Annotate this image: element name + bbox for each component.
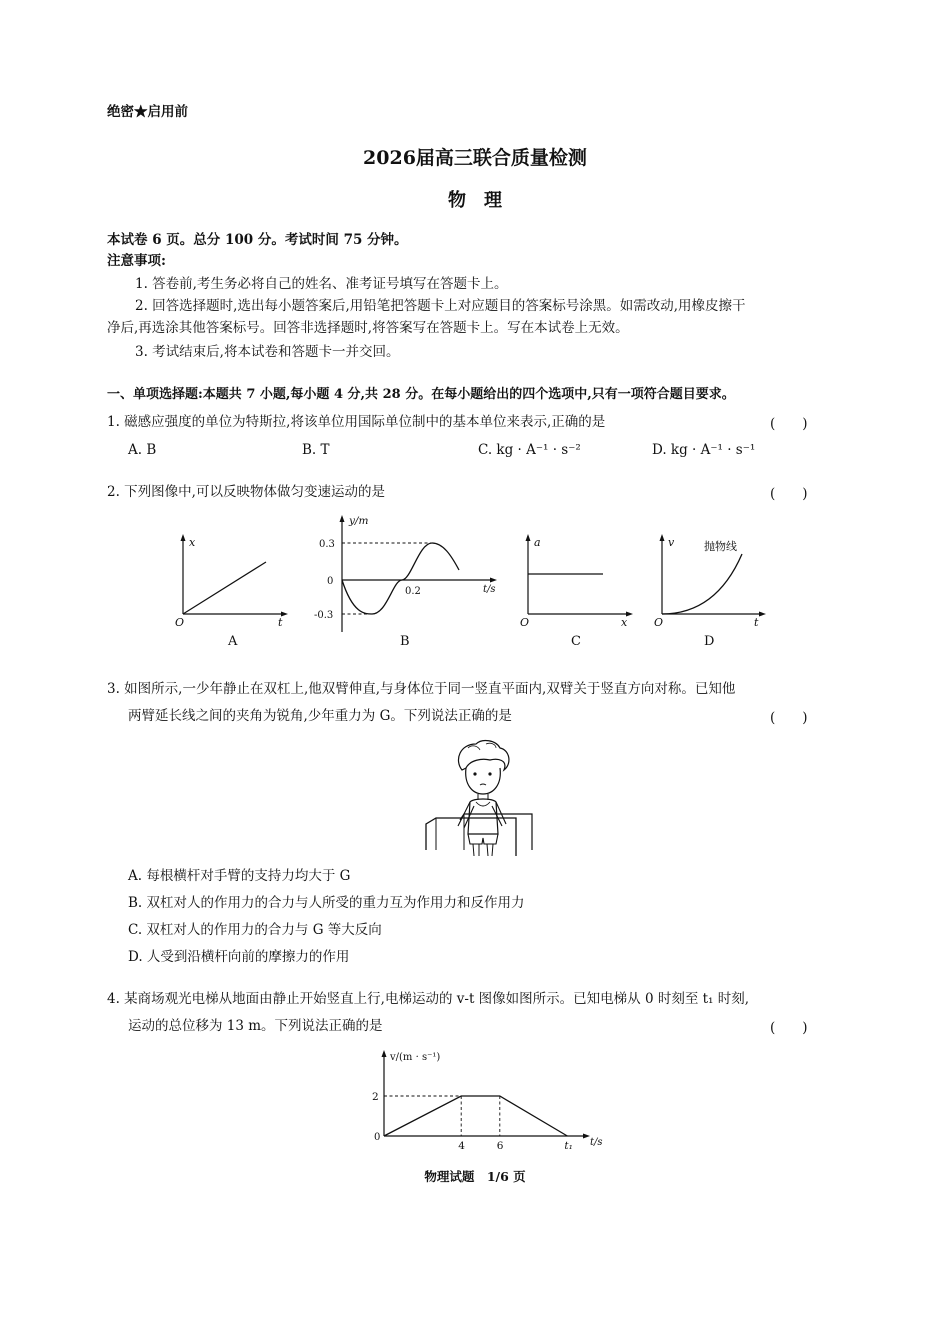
graph-d-origin: O xyxy=(654,616,664,629)
q3-stem-line1: 3. 如图所示,一少年静止在双杠上,他双臂伸直,与身体位于同一竖直平面内,双臂关于竖直方向对称。已知他 xyxy=(107,681,736,697)
graph-a-ylabel: x xyxy=(189,536,196,549)
graph-b-tick-x: 0.2 xyxy=(405,586,421,597)
q3-option-b: B. 双杠对人的作用力的合力与人所受的重力互为作用力和反作用力 xyxy=(128,895,525,911)
vt-origin: 0 xyxy=(374,1132,381,1143)
graph-b xyxy=(305,510,505,655)
q3-stem-line2: 两臂延长线之间的夹角为锐角,少年重力为 G。下列说法正确的是 xyxy=(128,708,512,724)
graph-b-tick-neg: -0.3 xyxy=(314,610,334,621)
q2-answer-paren: ( ) xyxy=(770,486,808,502)
secret-label: 绝密★启用前 xyxy=(107,104,188,120)
graph-a-line xyxy=(183,562,266,614)
graph-a-label: A xyxy=(228,634,238,649)
q4-answer-paren: ( ) xyxy=(770,1020,808,1036)
q3-answer-paren: ( ) xyxy=(770,710,808,726)
graph-c-xlabel: x xyxy=(621,616,628,629)
q3-option-c: C. 双杠对人的作用力的合力与 G 等大反向 xyxy=(128,922,382,938)
q1-stem: 1. 磁感应强度的单位为特斯拉,将该单位用国际单位制中的基本单位来表示,正确的是 xyxy=(107,414,606,430)
graph-b-label: B xyxy=(400,634,410,649)
graph-d-label: D xyxy=(704,634,715,649)
graph-b-sine xyxy=(342,543,459,614)
vt-tick-y: 2 xyxy=(372,1091,379,1103)
exam-title: 2026届高三联合质量检测 xyxy=(363,147,587,169)
vt-xlabel: t/s xyxy=(590,1137,603,1148)
q1-option-c: C. kg · A⁻¹ · s⁻² xyxy=(478,442,581,458)
q4-stem-line1: 4. 某商场观光电梯从地面由静止开始竖直上行,电梯运动的 v-t 图像如图所示。已知电梯从 0 时刻至 t₁ 时刻, xyxy=(107,991,750,1007)
graph-d-parabola xyxy=(662,554,742,614)
graph-a xyxy=(170,530,290,655)
graph-a-origin: O xyxy=(175,616,185,629)
q1-option-b: B. T xyxy=(302,442,330,458)
graph-c-ylabel: a xyxy=(534,536,541,549)
section-heading: 一、单项选择题:本题共 7 小题,每小题 4 分,共 28 分。在每小题给出的四个选项中,只有一项符合题目要求。 xyxy=(107,387,735,402)
subject-title: 物 理 xyxy=(448,190,502,211)
graph-b-tick-pos: 0.3 xyxy=(319,539,335,550)
q3-option-a: A. 每根横杆对手臂的支持力均大于 G xyxy=(128,868,351,884)
graph-c xyxy=(515,530,635,655)
vt-series-line xyxy=(384,1096,567,1136)
q1-option-d: D. kg · A⁻¹ · s⁻¹ xyxy=(652,442,756,458)
note-1: 1. 答卷前,考生务必将自己的姓名、准考证号填写在答题卡上。 xyxy=(135,276,508,292)
boy-on-parallel-bars-illustration xyxy=(420,738,545,860)
q1-answer-paren: ( ) xyxy=(770,416,808,432)
graph-b-origin: 0 xyxy=(327,576,334,587)
graph-c-origin: O xyxy=(520,616,530,629)
vt-tick-x-t1: t₁ xyxy=(564,1140,573,1152)
graph-d-note: 抛物线 xyxy=(704,540,737,553)
vt-tick-x-6: 6 xyxy=(496,1140,504,1152)
q1-option-a: A. B xyxy=(128,442,157,458)
exam-summary: 本试卷 6 页。总分 100 分。考试时间 75 分钟。 xyxy=(107,232,408,248)
vt-ylabel: v/(m · s⁻¹) xyxy=(390,1052,441,1063)
graph-b-ylabel: y/m xyxy=(349,515,369,527)
page-footer: 物理试题 1/6 页 xyxy=(424,1169,526,1184)
q3-option-d: D. 人受到沿横杆向前的摩擦力的作用 xyxy=(128,949,350,965)
note-2-cont: 净后,再选涂其他答案标号。回答非选择题时,将答案写在答题卡上。写在本试卷上无效。 xyxy=(107,320,629,336)
graph-a-xlabel: t xyxy=(278,616,283,629)
graph-c-label: C xyxy=(571,634,581,649)
vt-tick-x-4: 4 xyxy=(458,1140,465,1152)
note-3: 3. 考试结束后,将本试卷和答题卡一并交回。 xyxy=(135,344,400,360)
graph-d-ylabel: v xyxy=(668,536,675,549)
q4-stem-line2: 运动的总位移为 13 m。下列说法正确的是 xyxy=(128,1018,383,1034)
q4-vt-graph xyxy=(360,1045,610,1153)
note-2: 2. 回答选择题时,选出每小题答案后,用铅笔把答题卡上对应题目的答案标号涂黑。如需改动,用橡皮擦干 xyxy=(135,298,746,314)
graph-d-xlabel: t xyxy=(754,616,759,629)
graph-b-xlabel: t/s xyxy=(483,584,496,595)
q2-stem: 2. 下列图像中,可以反映物体做匀变速运动的是 xyxy=(107,484,385,500)
graph-d xyxy=(650,530,770,655)
notice-title: 注意事项: xyxy=(107,253,166,269)
